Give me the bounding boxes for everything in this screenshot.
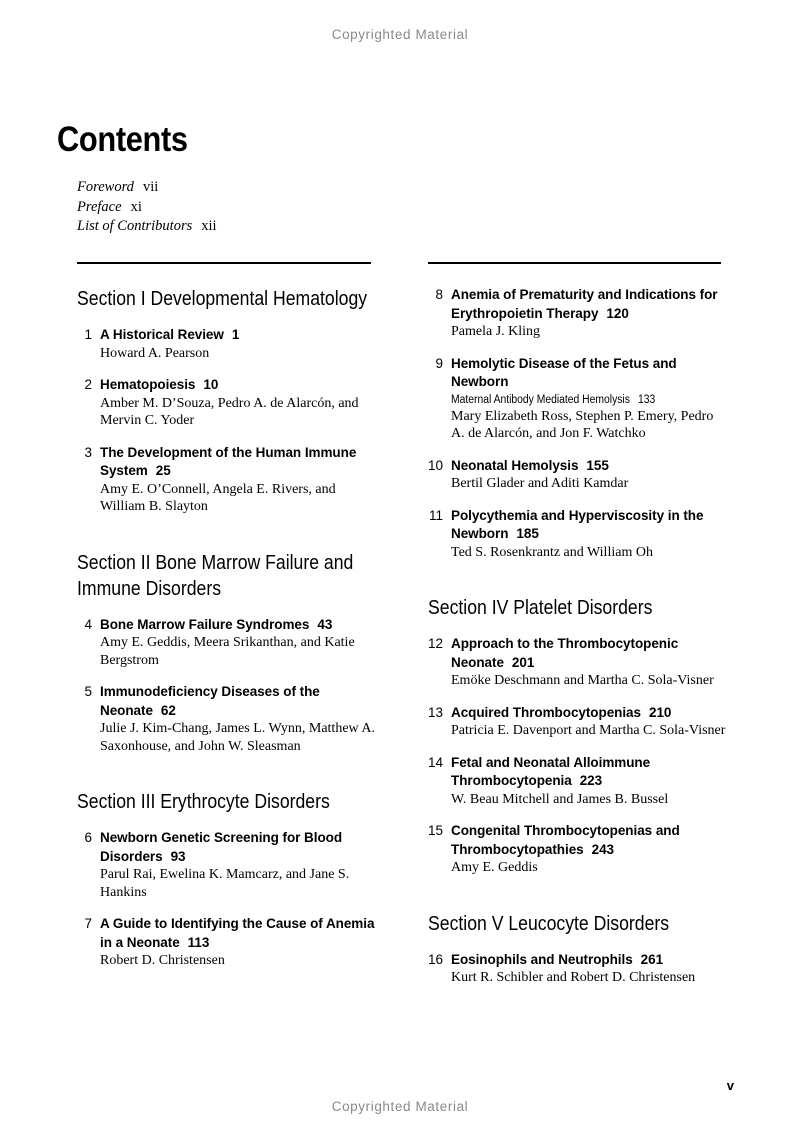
toc-entry[interactable] [428,822,726,877]
toc-entry[interactable] [428,355,726,443]
toc-entry-title[interactable] [451,457,726,476]
toc-entry[interactable] [428,951,726,987]
toc-entry-subtitle-text: Maternal Antibody Mediated Hemolysis [451,393,630,406]
toc-entry[interactable] [77,915,375,970]
toc-entry-title[interactable] [100,829,375,866]
toc-entry-page: 10 [203,377,219,393]
toc-entry[interactable] [428,635,726,690]
toc-entry-page: 120 [606,305,629,321]
toc-entry-title-text: Fetal and Neonatal Alloimmune Thrombocytopenia [451,754,651,789]
toc-entry-page: 113 [187,934,210,950]
toc-entry-title-text: Newborn Genetic Screening for Blood Disorders [100,830,343,864]
left-column-sections [77,286,375,970]
toc-entry-number: 7 [84,916,92,932]
toc-entry-authors: Kurt R. Schibler and Robert D. Christensen [451,970,696,986]
frontmatter-item[interactable] [77,217,397,237]
toc-entry-title-text: A Guide to Identifying the Cause of Anemia in a Neonate [100,916,375,950]
toc-entry-number: 6 [84,830,92,846]
toc-entry[interactable] [77,444,375,516]
toc-entry-number: 13 [427,704,443,720]
toc-entry-page: 261 [640,951,664,967]
toc-entry-title-text: Bone Marrow Failure Syndromes [100,616,310,632]
frontmatter-item[interactable] [77,198,397,218]
frontmatter-page: vii [142,179,159,195]
copyright-watermark-top: Copyrighted Material [331,27,469,42]
toc-entry-authors: Bertil Glader and Aditi Kamdar [451,476,629,492]
toc-entry-number: 12 [427,636,443,652]
toc-entry[interactable] [428,457,726,493]
toc-entry-authors: W. Beau Mitchell and James B. Bussel [451,791,669,807]
toc-entry-number: 15 [427,823,443,839]
toc-entry-subtitle[interactable] [451,392,730,408]
toc-entry-title[interactable] [451,704,726,723]
toc-entry-title-text: Hematopoiesis [100,377,196,393]
toc-entry-number: 2 [84,377,92,393]
toc-entry-subtitle-page: 133 [638,393,656,406]
toc-entry-page: 243 [591,841,614,857]
toc-entry-page: 43 [317,616,333,632]
toc-entry-title-text: The Development of the Human Immune System [100,444,357,479]
toc-entry[interactable] [77,616,375,670]
toc-entry-title[interactable] [100,444,375,481]
toc-entry-authors: Amber M. D’Souza, Pedro A. de Alarcón, and Mervin C. Yoder [100,395,359,429]
toc-entry-authors: Patricia E. Davenport and Martha C. Sola-Visner [451,723,726,739]
toc-entry[interactable] [77,376,375,430]
section-heading: Section II Bone Marrow Failure and Immune Disorders [77,550,354,600]
toc-entry-title-text: Anemia of Prematurity and Indications for Erythropoietin Therapy [451,287,718,321]
toc-entry[interactable] [77,683,375,755]
right-column-sections [428,286,726,987]
toc-entry-number: 1 [84,327,92,343]
toc-entry-title[interactable] [451,355,726,392]
toc-entry-title[interactable] [451,635,726,672]
frontmatter-label: List of Contributors [77,218,193,234]
toc-entry-authors: Robert D. Christensen [100,953,225,969]
toc-entry-authors: Mary Elizabeth Ross, Stephen P. Emery, Pedro A. de Alarcón, and Jon F. Watchko [451,408,714,442]
toc-entry-page: 25 [155,463,171,479]
toc-entry-authors: Amy E. Geddis [451,860,538,876]
toc-entry-authors: Parul Rai, Ewelina K. Mamcarz, and Jane S. Hankins [100,867,350,900]
toc-entry[interactable] [428,754,726,809]
toc-entry-authors: Pamela J. Kling [451,324,541,340]
toc-entry-number: 8 [435,287,443,303]
toc-column-right [428,262,726,987]
toc-entry-title[interactable] [451,951,726,970]
toc-entry-authors: Amy E. Geddis, Meera Srikanthan, and Katie Bergstrom [100,635,355,668]
toc-entry-title-text: Eosinophils and Neutrophils [451,951,633,967]
toc-entry[interactable] [428,286,726,341]
toc-entry-title[interactable] [100,326,375,345]
toc-entry-title-text: Hemolytic Disease of the Fetus and Newborn [451,355,677,390]
toc-entry-title-text: Approach to the Thrombocytopenic Neonate [451,636,679,670]
section-heading: Section V Leucocyte Disorders [428,911,670,935]
toc-entry-number: 9 [435,355,443,371]
section-heading: Section IV Platelet Disorders [428,596,653,620]
toc-entry-authors: Amy E. O’Connell, Angela E. Rivers, and William B. Slayton [100,481,336,515]
toc-entry-number: 10 [427,457,443,473]
frontmatter-page: xii [201,218,217,234]
toc-entry[interactable] [77,326,375,362]
toc-entry[interactable] [77,829,375,901]
frontmatter-list [77,178,397,237]
toc-entry-title[interactable] [451,286,726,323]
toc-entry-number: 3 [84,444,92,460]
toc-entry-number: 5 [84,684,92,700]
column-rule-left [77,262,371,264]
toc-entry-authors: Emöke Deschmann and Martha C. Sola-Visner [451,673,714,689]
toc-entry-title[interactable] [451,507,726,544]
section-heading: Section III Erythrocyte Disorders [77,790,330,814]
toc-entry-title-text: Polycythemia and Hyperviscosity in the Newborn [451,507,704,542]
toc-entry-page: 210 [648,704,672,720]
toc-entry-title-text: Acquired Thrombocytopenias [451,704,641,720]
section-heading: Section I Developmental Hematology [77,287,368,311]
toc-entry-number: 11 [428,507,443,523]
toc-entry-page: 185 [516,526,539,542]
toc-entry-page: 62 [160,702,176,718]
toc-entry-title[interactable] [451,754,726,791]
toc-entry-title[interactable] [100,683,375,720]
toc-entry-title[interactable] [100,616,375,635]
toc-entry-title[interactable] [100,915,375,952]
toc-entry-title-text: Neonatal Hemolysis [451,457,579,473]
frontmatter-item[interactable] [77,178,397,198]
toc-entry-title-text: A Historical Review [100,327,224,343]
page-number: v [726,1078,734,1093]
toc-entry[interactable] [428,507,726,562]
page-title: Contents [57,120,188,160]
toc-entry-page: 1 [231,327,240,343]
toc-entry-page: 155 [586,457,609,473]
toc-entry-authors: Ted S. Rosenkrantz and William Oh [451,544,653,560]
frontmatter-page: xi [130,198,142,215]
toc-entry-page: 201 [511,654,535,670]
toc-entry-authors: Julie J. Kim-Chang, James L. Wynn, Matthew A. Saxonhouse, and John W. Sleasman [100,721,375,754]
toc-entry-title-text: Immunodeficiency Diseases of the Neonate [100,684,320,718]
toc-entry[interactable] [428,704,726,740]
toc-entry-page: 223 [579,773,603,789]
toc-entry-number: 4 [84,616,92,632]
toc-entry-authors: Howard A. Pearson [100,345,210,361]
column-rule-right [428,262,721,264]
toc-entry-number: 16 [427,951,443,967]
copyright-watermark-bottom: Copyrighted Material [331,1099,469,1114]
toc-entry-title[interactable] [451,822,726,859]
toc-column-left [77,262,375,970]
frontmatter-label: Preface [77,198,122,215]
toc-entry-title[interactable] [100,376,375,395]
toc-entry-number: 14 [427,754,443,770]
toc-entry-title-text: Congenital Thrombocytopenias and Thrombocytopathies [451,823,680,857]
frontmatter-label: Foreword [77,179,134,195]
toc-entry-page: 93 [170,848,186,864]
